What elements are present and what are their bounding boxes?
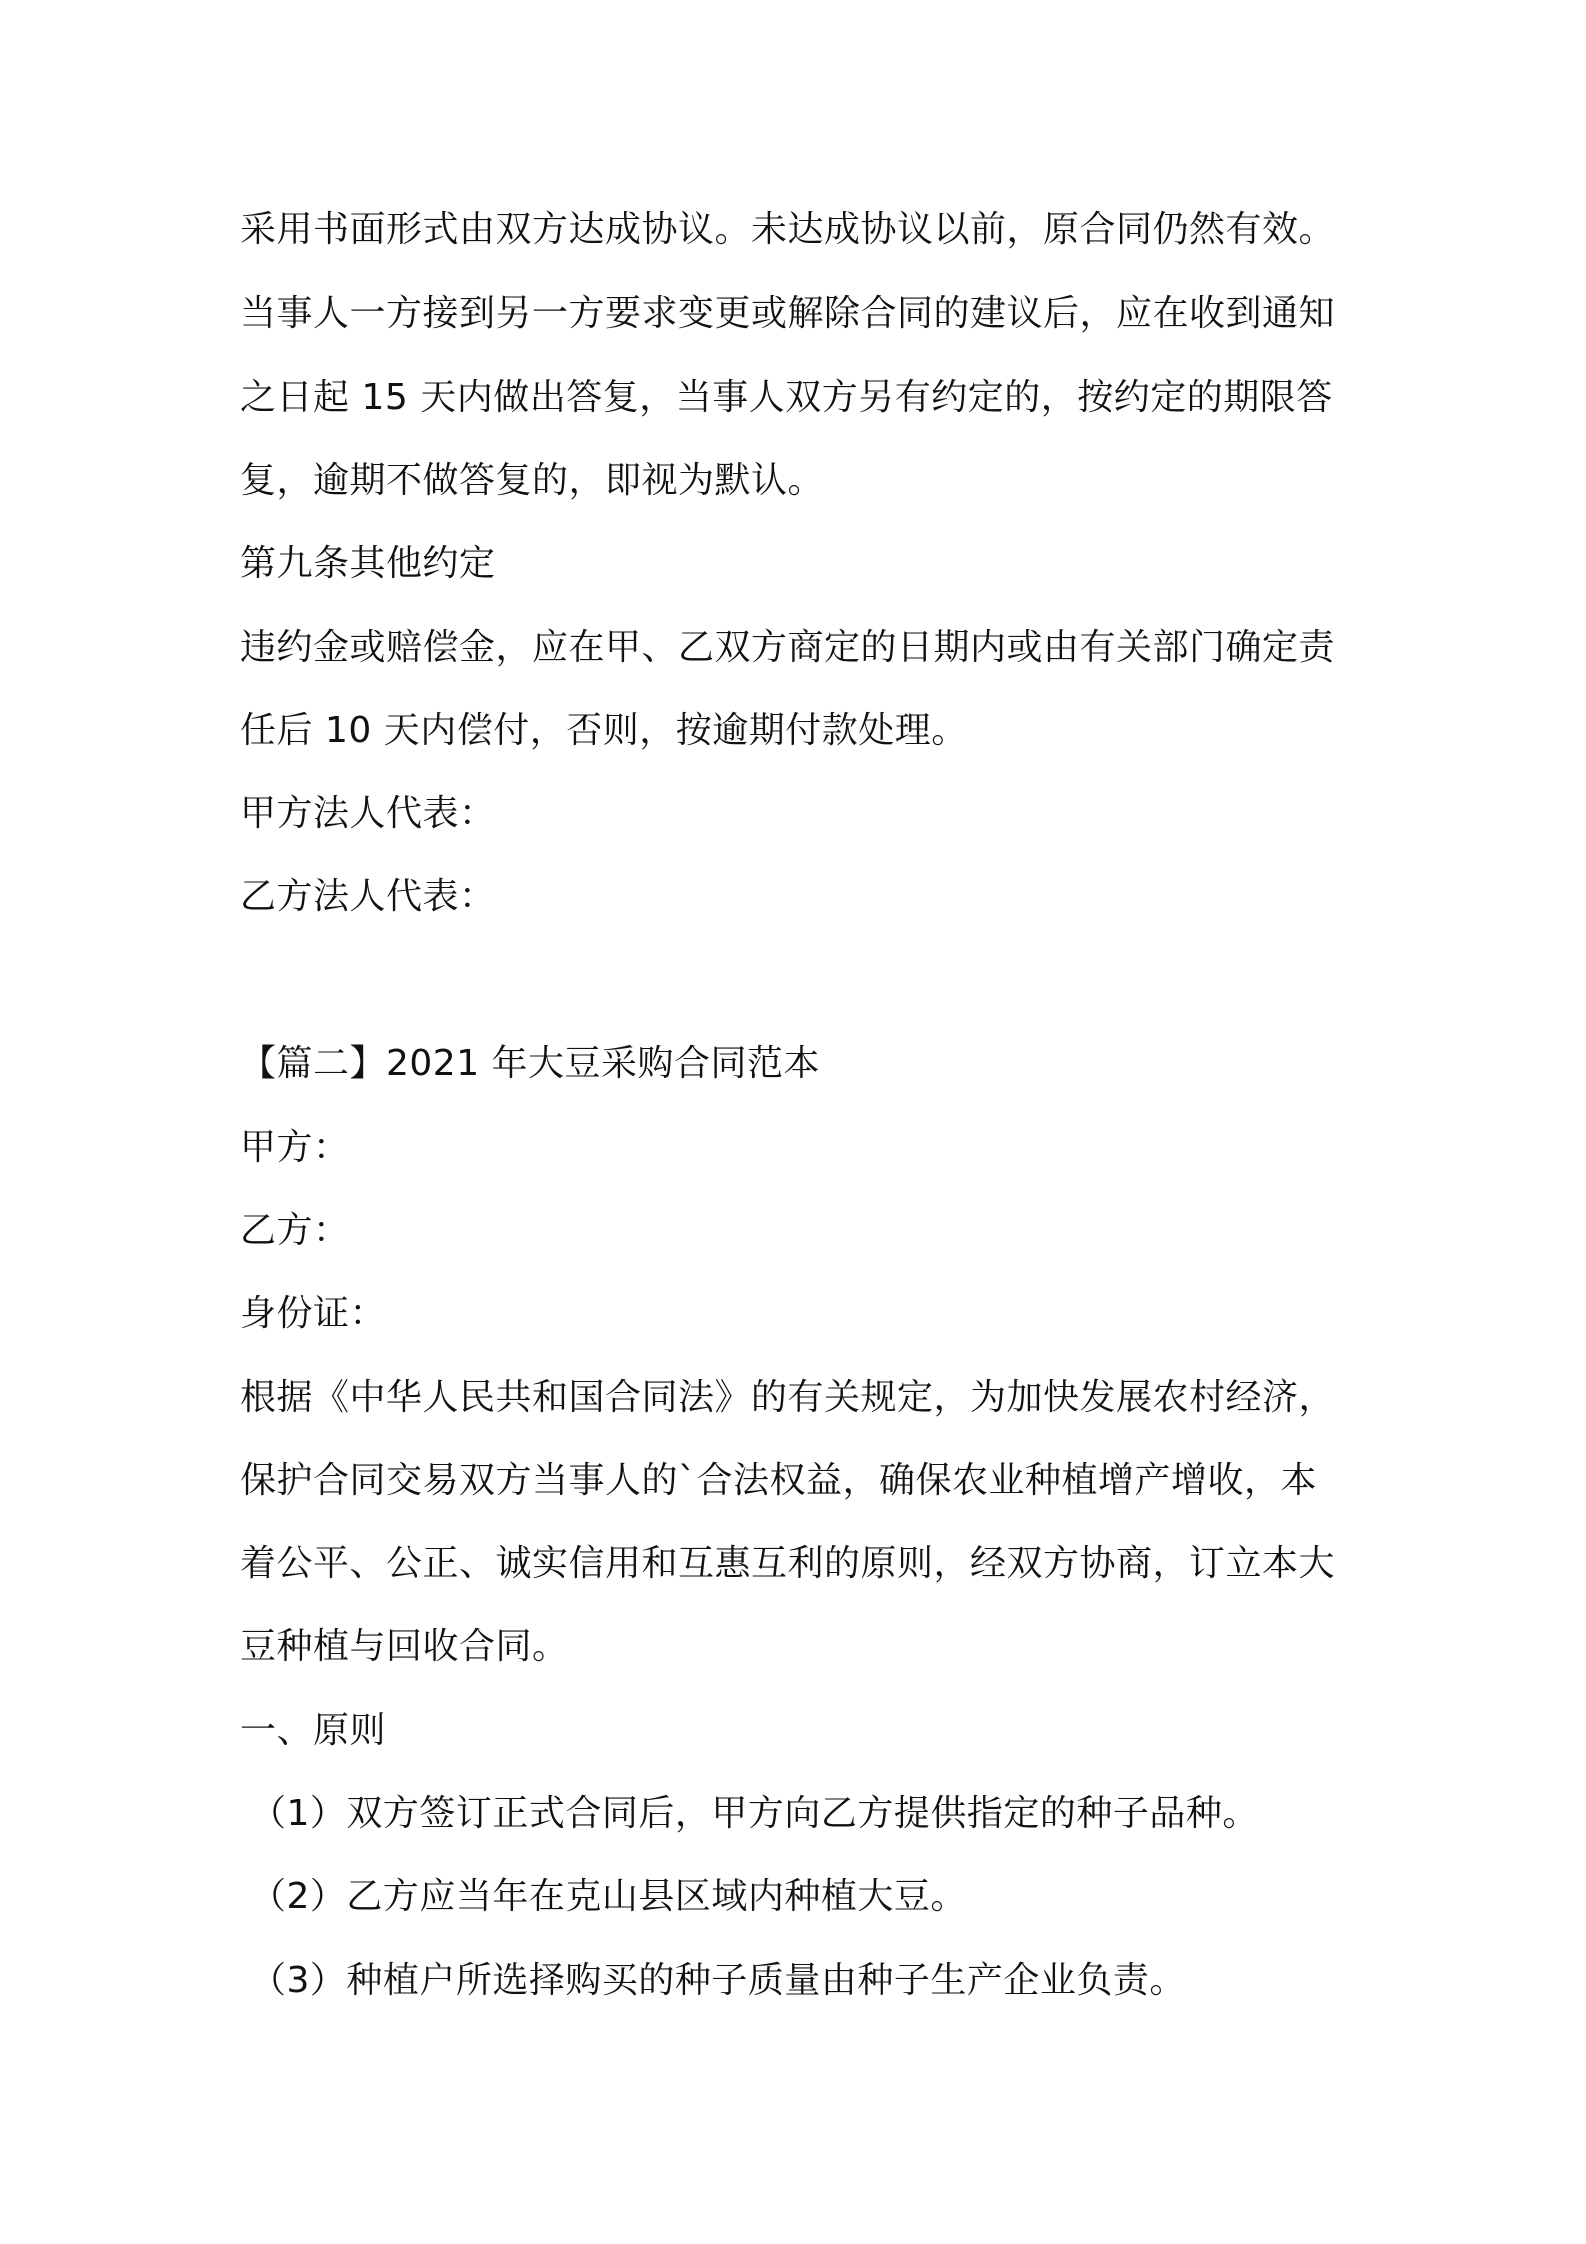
section-heading: 一、原则 bbox=[240, 1710, 387, 1751]
paragraph-line: 之日起 15 天内做出答复，当事人双方另有约定的，按约定的期限答 bbox=[240, 377, 1333, 418]
paragraph-line: 采用书面形式由双方达成协议。未达成协议以前，原合同仍然有效。 bbox=[240, 209, 1336, 250]
paragraph-line: 根据《中华人民共和国合同法》的有关规定，为加快发展农村经济， bbox=[240, 1377, 1336, 1418]
party-b-field: 乙方： bbox=[240, 1210, 350, 1251]
signature-line-party-a: 甲方法人代表： bbox=[240, 793, 496, 834]
paragraph-line: 复，逾期不做答复的，即视为默认。 bbox=[240, 460, 825, 501]
document-title: 【篇二】2021 年大豆采购合同范本 bbox=[240, 1043, 821, 1084]
id-card-field: 身份证： bbox=[240, 1293, 387, 1334]
party-a-field: 甲方： bbox=[240, 1127, 350, 1168]
list-item: （1）双方签订正式合同后，甲方向乙方提供指定的种子品种。 bbox=[250, 1793, 1259, 1834]
section-heading: 第九条其他约定 bbox=[240, 543, 496, 584]
paragraph-line: 豆种植与回收合同。 bbox=[240, 1626, 569, 1667]
paragraph-line: 违约金或赔偿金，应在甲、乙双方商定的日期内或由有关部门确定责 bbox=[240, 627, 1336, 668]
paragraph-line: 任后 10 天内偿付，否则，按逾期付款处理。 bbox=[240, 710, 968, 751]
signature-line-party-b: 乙方法人代表： bbox=[240, 876, 496, 917]
paragraph-line: 保护合同交易双方当事人的`合法权益，确保农业种植增产增收，本 bbox=[240, 1460, 1318, 1501]
list-item: （2）乙方应当年在克山县区域内种植大豆。 bbox=[250, 1876, 967, 1917]
paragraph-line: 当事人一方接到另一方要求变更或解除合同的建议后，应在收到通知 bbox=[240, 293, 1336, 334]
list-item: （3）种植户所选择购买的种子质量由种子生产企业负责。 bbox=[250, 1960, 1186, 2001]
paragraph-line: 着公平、公正、诚实信用和互惠互利的原则，经双方协商，订立本大 bbox=[240, 1543, 1336, 1584]
